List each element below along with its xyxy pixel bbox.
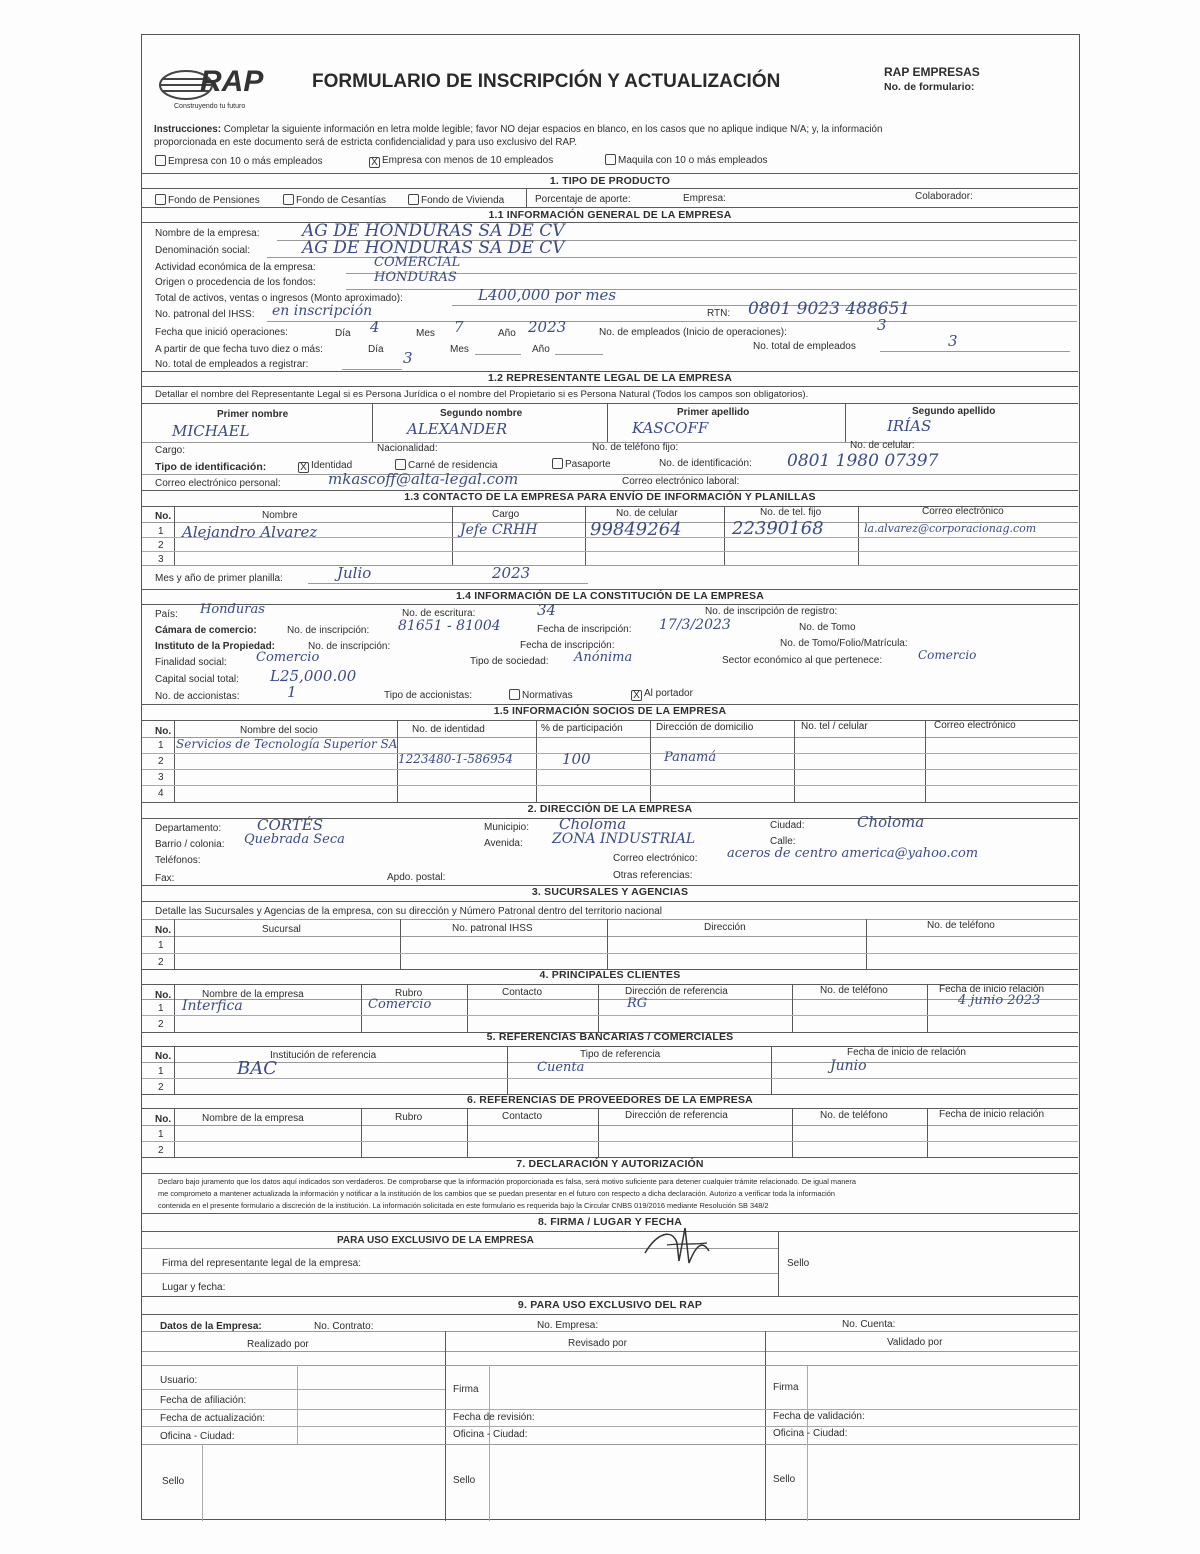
logo-text: RAP xyxy=(200,65,264,98)
contact-landline-value[interactable]: 22390168 xyxy=(732,518,824,539)
property-institute-label: Instituto de la Propiedad: xyxy=(155,641,276,652)
rap-logo xyxy=(156,65,276,115)
id-number-value[interactable]: 0801 1980 07397 xyxy=(787,451,939,471)
start-month-value[interactable]: 7 xyxy=(454,318,464,336)
col-institution: Institución de referencia xyxy=(270,1050,377,1061)
shareholders-count-label: No. de accionistas: xyxy=(155,691,240,702)
section-1-4-title: 1.4 INFORMACIÓN DE LA CONSTITUCIÓN DE LA EMPRESA xyxy=(455,590,765,602)
row-1-number: 1 xyxy=(158,740,164,751)
col-second-name: Segundo nombre xyxy=(440,408,523,419)
first-surname-value[interactable]: KASCOFF xyxy=(632,419,709,437)
form-number-label: No. de formulario: xyxy=(884,81,975,93)
partner-name-value[interactable]: Servicios de Tecnología Superior SA xyxy=(176,737,398,751)
contact-name-value[interactable]: Alejandro Alvarez xyxy=(182,523,318,541)
option-label: Maquila con 10 o más empleados xyxy=(618,155,768,166)
instructions-line-1 xyxy=(154,124,882,135)
property-date-label: Fecha de inscripción: xyxy=(520,640,615,651)
row-2-number: 2 xyxy=(158,1082,164,1093)
employer-label: Empresa: xyxy=(683,193,726,204)
section-1-title: 1. TIPO DE PRODUCTO xyxy=(549,175,671,187)
col-partner-name: Nombre del socio xyxy=(240,725,318,736)
section-9-title: 9. PARA USO EXCLUSIVO DEL RAP xyxy=(517,1299,703,1311)
po-box-label: Apdo. postal: xyxy=(387,872,446,883)
id-number-label: No. de identificación: xyxy=(659,458,752,469)
rtn-value[interactable]: 0801 9023 488651 xyxy=(748,299,911,319)
col-reviewed-by: Revisado por xyxy=(568,1338,627,1349)
first-payroll-year[interactable]: 2023 xyxy=(492,564,531,582)
id-type-label: Tipo de identificación: xyxy=(155,461,267,473)
deed-number-label: No. de escritura: xyxy=(402,608,476,619)
checkbox[interactable] xyxy=(283,194,294,205)
declaration-line-3: contenida en el presente formulario a discreción de la institución. La información solicitada en este formulario es requerida bajo la Circular CNBS 019/2016 mediante Resolución SB 348/2 xyxy=(158,1201,769,1210)
col-no: No. xyxy=(155,990,172,1001)
start-year-label: Año xyxy=(498,328,516,339)
seal-label: Sello xyxy=(787,1258,810,1269)
checkbox[interactable] xyxy=(155,194,166,205)
section-4-title: 4. PRINCIPALES CLIENTES xyxy=(539,969,681,981)
total-assets-value[interactable]: L400,000 por mes xyxy=(478,286,617,304)
option-label: Empresa con 10 o más empleados xyxy=(168,156,323,167)
municipality-value[interactable]: Choloma xyxy=(559,815,627,833)
checkbox[interactable] xyxy=(509,689,520,700)
instructions-text-2: proporcionada en este documento será de estricta confidencialidad y para uso exclusivo del RAP. xyxy=(154,137,577,148)
section-1-1-title: 1.1 INFORMACIÓN GENERAL DE LA EMPRESA xyxy=(488,209,732,221)
first-payroll-month[interactable]: Julio xyxy=(337,564,372,582)
row-2-number: 2 xyxy=(158,540,164,551)
section-1-5-title: 1.5 INFORMACIÓN SOCIOS DE LA EMPRESA xyxy=(493,705,727,717)
form-title: FORMULARIO DE INSCRIPCIÓN Y ACTUALIZACIÓN xyxy=(312,71,781,92)
landline-label: No. de teléfono fijo: xyxy=(592,442,679,453)
section-2-title: 2. DIRECCIÓN DE LA EMPRESA xyxy=(527,803,693,815)
option-label: Identidad xyxy=(311,460,353,471)
start-day-label: Día xyxy=(335,328,351,339)
checkbox-checked[interactable]: X xyxy=(369,157,380,168)
employees-at-start-value[interactable]: 3 xyxy=(877,316,887,334)
rtn-label: RTN: xyxy=(707,308,731,319)
shareholder-type-portador[interactable] xyxy=(631,688,693,701)
option-label: Al portador xyxy=(644,688,693,699)
registration-form xyxy=(141,34,1080,1520)
phones-label: Teléfonos: xyxy=(155,855,201,866)
company-data-label: Datos de la Empresa: xyxy=(160,1321,262,1332)
start-date-label: Fecha que inició operaciones: xyxy=(155,327,288,338)
col-no: No. xyxy=(155,925,172,936)
company-name-label: Nombre de la empresa: xyxy=(155,228,260,239)
legal-rep-intro: Detallar el nombre del Representante Legal si es Persona Jurídica o el nombre del Propietario si es Persona Natural (Todos los campos son obligatorios). xyxy=(155,389,809,400)
neighborhood-value[interactable]: Quebrada Seca xyxy=(244,832,345,847)
deed-number-value[interactable]: 34 xyxy=(537,601,557,619)
section-1-3-title: 1.3 CONTACTO DE LA EMPRESA PARA ENVÍO DE INFORMACIÓN Y PLANILLAS xyxy=(404,491,816,503)
declaration-line-1: Declaro bajo juramento que los datos aquí indicados son verdaderos. De comprobarse que la información proporcionada es falsa, será motivo suficiente para detener cualquier trámite relacionado. De igual manera xyxy=(158,1177,856,1186)
col-name: Nombre xyxy=(262,510,298,521)
social-purpose-value[interactable]: Comercio xyxy=(256,650,320,665)
col-email: Correo electrónico xyxy=(922,506,1004,517)
municipality-label: Municipio: xyxy=(484,822,530,833)
section-7-title: 7. DECLARACIÓN Y AUTORIZACIÓN xyxy=(516,1158,704,1170)
validation-office-label: Oficina - Ciudad: xyxy=(773,1428,848,1439)
rap-empresas-title: RAP EMPRESAS xyxy=(884,65,980,79)
ten-employees-day-label: Día xyxy=(368,344,384,355)
row-2-number: 2 xyxy=(158,1019,164,1030)
branches-intro: Detalle las Sucursales y Agencias de la empresa, con su dirección y Número Patronal dentro del territorio nacional xyxy=(155,906,662,917)
office-city-label: Oficina - Ciudad: xyxy=(160,1431,235,1442)
partner-percentage-value[interactable]: 100 xyxy=(562,750,591,768)
section-6-title: 6. REFERENCIAS DE PROVEEDORES DE LA EMPRESA xyxy=(467,1094,753,1106)
ten-employees-month-label: Mes xyxy=(450,344,469,355)
client-sector-value[interactable]: Comercio xyxy=(368,997,432,1012)
bank-institution-value[interactable]: BAC xyxy=(237,1058,277,1079)
row-1-number: 1 xyxy=(158,1066,164,1077)
employees-to-register-label: No. total de empleados a registrar: xyxy=(155,359,309,370)
email-value[interactable]: aceros de centro america@yahoo.com xyxy=(727,846,979,861)
city-value[interactable]: Choloma xyxy=(857,813,925,831)
col-phone: No. de teléfono xyxy=(820,985,888,996)
client-name-value[interactable]: Interfica xyxy=(182,998,243,1014)
row-3-number: 3 xyxy=(158,554,164,565)
chamber-inscription-value[interactable]: 81651 - 81004 xyxy=(398,618,501,634)
instructions-lead: Instrucciones: xyxy=(154,124,221,135)
col-address: Dirección de referencia xyxy=(625,1110,728,1121)
mobile-label: No. de celular: xyxy=(850,440,915,451)
work-email-label: Correo electrónico laboral: xyxy=(622,476,740,487)
col-phone: No. de teléfono xyxy=(820,1110,888,1121)
company-size-option-2[interactable] xyxy=(369,155,553,168)
social-purpose-label: Finalidad social: xyxy=(155,657,227,668)
col-address: Dirección de referencia xyxy=(625,986,728,997)
col-first-surname: Primer apellido xyxy=(677,407,750,418)
account-number-label: No. Cuenta: xyxy=(842,1319,896,1330)
col-contact: Contacto xyxy=(502,1111,543,1122)
capital-value[interactable]: L25,000.00 xyxy=(270,667,357,685)
col-phone: No. de teléfono xyxy=(927,920,995,931)
review-date-label: Fecha de revisión: xyxy=(453,1412,535,1423)
option-label: Fondo de Pensiones xyxy=(168,195,260,206)
row-2-number: 2 xyxy=(158,957,164,968)
shareholder-type-label: Tipo de accionistas: xyxy=(384,690,473,701)
start-year-value[interactable]: 2023 xyxy=(528,318,567,336)
department-value[interactable]: CORTÉS xyxy=(257,816,324,834)
personal-email-label: Correo electrónico personal: xyxy=(155,478,281,489)
place-date-label: Lugar y fecha: xyxy=(162,1282,226,1293)
col-no: No. xyxy=(155,726,172,737)
start-month-label: Mes xyxy=(416,328,435,339)
company-use-subtitle: PARA USO EXCLUSIVO DE LA EMPRESA xyxy=(337,1235,534,1246)
shareholder-type-normativas[interactable] xyxy=(509,689,573,701)
col-start-date: Fecha de inicio de relación xyxy=(847,1047,966,1058)
nationality-label: Nacionalidad: xyxy=(377,443,438,454)
street-label: Calle: xyxy=(770,836,796,847)
col-reference-type: Tipo de referencia xyxy=(580,1049,661,1060)
ihss-number-value[interactable]: en inscripción xyxy=(272,303,373,319)
contribution-percentage-label: Porcentaje de aporte: xyxy=(535,194,631,205)
col-ihss: No. patronal IHSS xyxy=(452,923,533,934)
employees-at-start-label: No. de empleados (Inicio de operaciones): xyxy=(599,327,787,338)
id-type-pasaporte[interactable] xyxy=(552,458,611,470)
product-option-pensiones[interactable] xyxy=(155,194,260,206)
start-day-value[interactable]: 4 xyxy=(370,318,380,336)
col-start-date: Fecha de inicio relación xyxy=(939,1109,1045,1120)
chamber-date-label: Fecha de inscripción: xyxy=(537,624,632,635)
option-label: Carné de residencia xyxy=(408,460,498,471)
ten-employees-day-value[interactable]: 3 xyxy=(403,349,413,367)
economic-sector-value[interactable]: Comercio xyxy=(918,648,977,662)
col-no: No. xyxy=(155,1114,172,1125)
section-5-title: 5. REFERENCIAS BANCARIAS / COMERCIALES xyxy=(486,1031,734,1043)
col-no: No. xyxy=(155,1051,172,1062)
company-size-option-3[interactable] xyxy=(605,154,768,166)
checkbox[interactable] xyxy=(155,155,166,166)
row-2-number: 2 xyxy=(158,1145,164,1156)
avenue-value[interactable]: ZONA INDUSTRIAL xyxy=(552,831,696,847)
row-4-number: 4 xyxy=(158,788,164,799)
client-start-date-value[interactable]: 4 junio 2023 xyxy=(958,993,1041,1008)
col-start-date: Fecha de inicio relación xyxy=(939,984,1045,995)
col-validated-by: Validado por xyxy=(887,1337,943,1348)
col-phone: No. tel / celular xyxy=(801,721,868,732)
chamber-inscription-label: No. de inscripción: xyxy=(287,625,370,636)
option-label: Fondo de Cesantías xyxy=(296,195,387,206)
ihss-number-label: No. patronal del IHSS: xyxy=(155,309,255,320)
second-surname-value[interactable]: IRÍAS xyxy=(887,417,932,435)
checkbox-checked[interactable]: X xyxy=(631,690,642,701)
property-inscription-label: No. de inscripción: xyxy=(308,641,391,652)
social-denomination-label: Denominación social: xyxy=(155,245,251,256)
row-1-number: 1 xyxy=(158,1003,164,1014)
chamber-date-value[interactable]: 17/3/2023 xyxy=(659,617,731,633)
section-3-title: 3. SUCURSALES Y AGENCIAS xyxy=(531,886,689,898)
signature-drawing xyxy=(637,1223,717,1268)
update-date-label: Fecha de actualización: xyxy=(160,1413,266,1424)
shareholders-count-value[interactable]: 1 xyxy=(287,683,297,701)
seal-label-3: Sello xyxy=(773,1474,796,1485)
company-type-value[interactable]: Anónima xyxy=(574,650,633,665)
col-no: No. xyxy=(155,511,172,522)
review-office-label: Oficina - Ciudad: xyxy=(453,1429,528,1440)
city-label: Ciudad: xyxy=(770,820,805,831)
chamber-label: Cámara de comercio: xyxy=(155,625,257,636)
logo-tagline: Construyendo tu futuro xyxy=(174,103,246,110)
property-tomo-label: No. de Tomo/Folio/Matrícula: xyxy=(780,638,908,649)
col-landline: No. de tel. fijo xyxy=(760,507,822,518)
partner-address-value[interactable]: Panamá xyxy=(664,750,717,765)
contact-email-value[interactable]: la.alvarez@corporacionag.com xyxy=(864,522,1037,535)
registry-number-label: No. de inscripción de registro: xyxy=(705,606,838,617)
checkbox-checked[interactable]: X xyxy=(298,462,309,473)
country-label: País: xyxy=(155,609,178,620)
product-option-cesantias[interactable] xyxy=(283,194,386,206)
row-1-number: 1 xyxy=(158,526,164,537)
col-percentage: % de participación xyxy=(541,723,623,734)
company-number-label: No. Empresa: xyxy=(537,1320,599,1331)
col-address: Dirección xyxy=(704,922,746,933)
col-contact: Contacto xyxy=(502,987,543,998)
user-label: Usuario: xyxy=(160,1375,198,1386)
capital-label: Capital social total: xyxy=(155,674,239,685)
affiliation-date-label: Fecha de afiliación: xyxy=(160,1395,247,1406)
col-company-name: Nombre de la empresa xyxy=(202,1113,304,1124)
col-position: Cargo xyxy=(492,509,520,520)
review-signature-label: Firma xyxy=(453,1384,479,1395)
bank-reference-type-value[interactable]: Cuenta xyxy=(537,1060,585,1075)
checkbox[interactable] xyxy=(552,458,563,469)
option-label: Empresa con menos de 10 empleados xyxy=(382,155,554,166)
other-references-label: Otras referencias: xyxy=(613,870,693,881)
declaration-line-2: me comprometo a mantener actualizada la información y notificar a la institución de los cambios que se puedan presentar en el futuro con respecto a dicha declaración. Autorizo a verificar toda la información xyxy=(158,1189,836,1198)
department-label: Departamento: xyxy=(155,823,222,834)
economic-activity-value[interactable]: COMERCIAL xyxy=(374,255,461,270)
col-email: Correo electrónico xyxy=(934,720,1016,731)
col-company-name: Nombre de la empresa xyxy=(202,989,304,1000)
economic-activity-label: Actividad económica de la empresa: xyxy=(155,262,316,273)
col-branch: Sucursal xyxy=(262,924,301,935)
contact-position-value[interactable]: Jefe CRHH xyxy=(460,522,538,538)
option-label: Pasaporte xyxy=(565,459,611,470)
col-performed-by: Realizado por xyxy=(247,1339,309,1350)
col-mobile: No. de celular xyxy=(616,508,678,519)
economic-sector-label: Sector económico al que pertenece: xyxy=(722,655,883,666)
col-first-name: Primer nombre xyxy=(217,409,289,420)
row-1-number: 1 xyxy=(158,940,164,951)
position-label: Cargo: xyxy=(155,445,186,456)
col-sector: Rubro xyxy=(395,1112,423,1123)
validation-date-label: Fecha de validación: xyxy=(773,1411,865,1422)
avenue-label: Avenida: xyxy=(484,838,523,849)
company-type-label: Tipo de sociedad: xyxy=(470,656,549,667)
country-value[interactable]: Honduras xyxy=(200,602,265,617)
row-2-number: 2 xyxy=(158,756,164,767)
signature-label: Firma del representante legal de la empresa: xyxy=(162,1258,361,1269)
checkbox[interactable] xyxy=(408,194,419,205)
checkbox[interactable] xyxy=(605,154,616,165)
fax-label: Fax: xyxy=(155,873,175,884)
contract-number-label: No. Contrato: xyxy=(314,1321,374,1332)
employee-label: Colaborador: xyxy=(915,191,973,202)
row-3-number: 3 xyxy=(158,772,164,783)
checkbox[interactable] xyxy=(395,459,406,470)
option-label: Fondo de Vivienda xyxy=(421,195,505,206)
seal-label-1: Sello xyxy=(162,1476,185,1487)
company-size-option-1[interactable] xyxy=(155,155,323,167)
row-1-number: 1 xyxy=(158,1129,164,1140)
funds-origin-label: Origen o procedencia de los fondos: xyxy=(155,277,316,288)
col-identity: No. de identidad xyxy=(412,724,485,735)
ten-employees-year-label: Año xyxy=(532,344,550,355)
product-option-vivienda[interactable] xyxy=(408,194,504,206)
company-name-value[interactable]: AG DE HONDURAS SA DE CV xyxy=(302,221,565,241)
neighborhood-label: Barrio / colonia: xyxy=(155,839,225,850)
client-address-value[interactable]: RG xyxy=(627,996,648,1011)
total-assets-label: Total de activos, ventas o ingresos (Monto aproximado): xyxy=(155,293,403,304)
email-label: Correo electrónico: xyxy=(613,853,698,864)
second-name-value[interactable]: ALEXANDER xyxy=(407,420,508,438)
first-payroll-label: Mes y año de primer planilla: xyxy=(155,573,283,584)
col-sector: Rubro xyxy=(395,988,423,999)
personal-email-value[interactable]: mkascoff@alta-legal.com xyxy=(328,470,519,488)
funds-origin-value[interactable]: HONDURAS xyxy=(374,270,457,285)
bank-start-date-value[interactable]: Junio xyxy=(830,1058,867,1074)
section-8-title: 8. FIRMA / LUGAR Y FECHA xyxy=(537,1216,683,1228)
ten-employees-date-label: A partir de que fecha tuvo diez o más: xyxy=(155,344,323,355)
contact-mobile-value[interactable]: 99849264 xyxy=(590,519,682,540)
col-address: Dirección de domicilio xyxy=(656,722,754,733)
section-1-2-title: 1.2 REPRESENTANTE LEGAL DE LA EMPRESA xyxy=(487,372,733,384)
instructions-text-1: Completar la siguiente información en letra molde legible; favor NO dejar espacios en blanco, en los casos que no aplique indique N/A; y, la información xyxy=(220,124,883,135)
total-employees-value[interactable]: 3 xyxy=(948,332,958,350)
total-employees-label: No. total de empleados xyxy=(753,341,856,352)
validation-signature-label: Firma xyxy=(773,1382,799,1393)
social-denomination-value[interactable]: AG DE HONDURAS SA DE CV xyxy=(302,238,565,258)
seal-label-2: Sello xyxy=(453,1475,476,1486)
col-second-surname: Segundo apellido xyxy=(912,406,996,417)
option-label: Normativas xyxy=(522,690,573,701)
first-name-value[interactable]: MICHAEL xyxy=(172,422,250,440)
partner-id-value[interactable]: 1223480-1-586954 xyxy=(398,752,513,766)
tomo-label: No. de Tomo xyxy=(799,622,856,633)
